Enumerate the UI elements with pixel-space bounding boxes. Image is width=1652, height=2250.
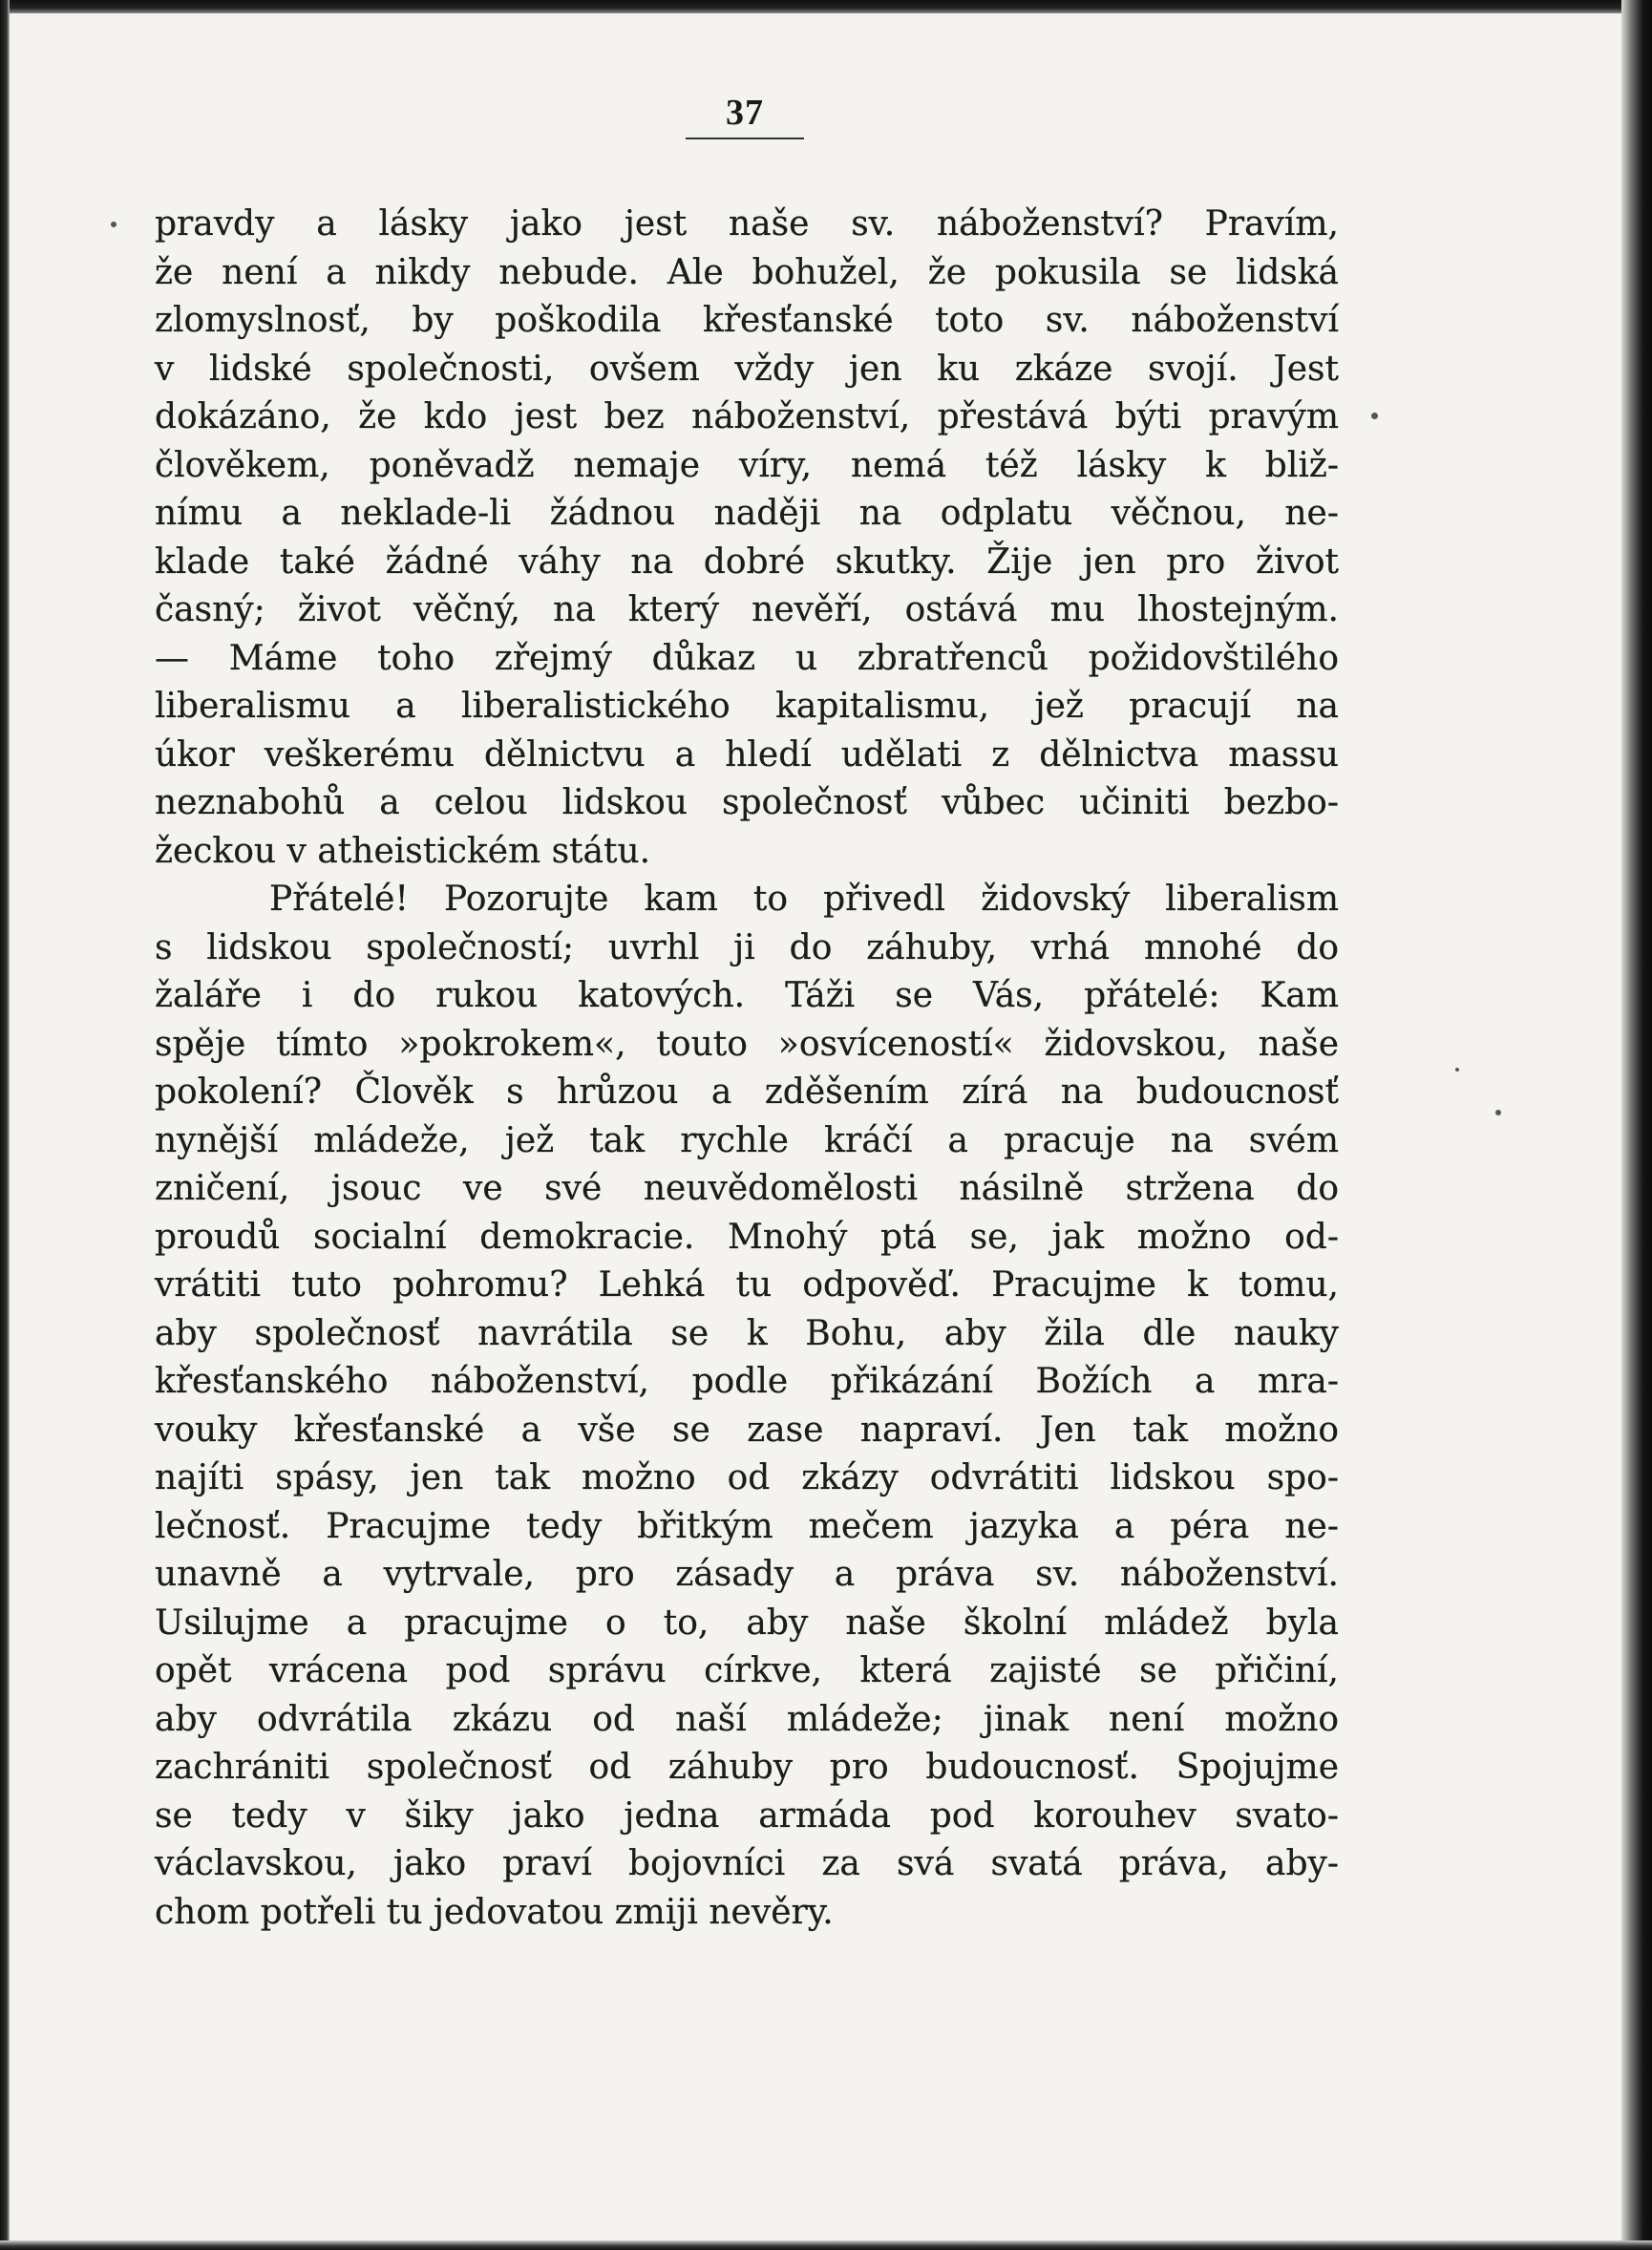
text-line: křesťanského náboženství, podle přikázání Božích a mra- (155, 1362, 1339, 1401)
text-line: neznabohů a celou lidskou společnosť vůbec učiniti bezbo- (155, 783, 1339, 822)
text-line: chom potřeli tu jedovatou zmiji nevěry. (155, 1892, 834, 1932)
paragraph-start-line: Přátelé! Pozorujte kam to přivedl židovský liberalism (269, 880, 1339, 919)
scan-edge-left (0, 0, 10, 2250)
text-line: proudů socialní demokracie. Mnohý ptá se, jak možno od- (155, 1217, 1339, 1257)
scan-edge-bottom (0, 2240, 1652, 2250)
text-line: lečnosť. Pracujme tedy břitkým mečem jazyka a péra ne- (155, 1506, 1339, 1546)
dust-speck (1455, 1068, 1459, 1072)
text-line: žalářе i do rukou katových. Táži se Vás, přátelé: Kam (155, 976, 1339, 1015)
text-line: že není a nikdy nebude. Ale bohužel, že pokusila se lidská (155, 252, 1339, 292)
text-line: aby společnosť navrátila se k Bohu, aby žila dle nauky (155, 1313, 1339, 1353)
scan-edge-top (0, 0, 1652, 13)
dust-speck (1371, 413, 1378, 419)
page-number-rule (686, 138, 804, 139)
text-line: s lidskou společností; uvrhl ji do záhuby, vrhá mnohé do (155, 927, 1339, 967)
text-line: spěje tímto »pokrokem«, touto »osvíceností« židovskou, naše (155, 1024, 1339, 1064)
scan-edge-right (1621, 0, 1652, 2250)
body-text (155, 201, 1339, 1937)
text-line: pravdy a lásky jako jest naše sv. náboženství? Pravím, (155, 204, 1339, 244)
text-line: klade také žádné váhy na dobré skutky. Žije jen pro život (155, 541, 1339, 582)
dust-speck (1495, 1110, 1501, 1115)
text-line: nímu a neklade-li žádnou naději na odplatu věčnou, ne- (155, 494, 1339, 533)
text-line: časný; život věčný, na který nevěří, ostává mu lhostejným. (155, 590, 1339, 629)
text-line: nynější mládeže, jež tak rychle kráčí a pracuje na svém (155, 1120, 1339, 1160)
text-line: liberalismu a liberalistického kapitalismu, jež pracují na (155, 687, 1339, 726)
dust-speck (111, 222, 116, 227)
text-line: zachrániti společnosť od záhuby pro budoucnosť. Spojujme (155, 1748, 1339, 1787)
text-line: — Máme toho zřejmý důkaz u zbratřenců požidovštilého (155, 638, 1339, 678)
text-line: václavskou, jako praví bojovníci za svá svatá práva, aby- (155, 1844, 1339, 1883)
text-line: Usilujme a pracujme o to, aby naše školní mládež byla (155, 1603, 1339, 1643)
page-number: 37 (726, 93, 764, 133)
text-line: v lidské společnosti, ovšem vždy jen ku zkáze svojí. Jest (155, 349, 1339, 389)
text-line: dokázáno, že kdo jest bez náboženství, přestává býti pravým (155, 397, 1339, 436)
text-line: aby odvrátila zkázu od naší mládeže; jinak není možno (155, 1699, 1339, 1739)
text-line: zlomyslnosť, by poškodila křesťanské toto sv. náboženství (155, 301, 1339, 340)
text-line: vouky křesťanské a vše se zase napraví. Jen tak možno (155, 1410, 1339, 1450)
text-line: unavně a vytrvale, pro zásady a práva sv. náboženství. (155, 1555, 1339, 1594)
text-line: opět vrácena pod správu církve, která zajisté se přičiní, (155, 1651, 1339, 1690)
text-line: vrátiti tuto pohromu? Lehká tu odpověď. Pracujme k tomu, (155, 1265, 1339, 1305)
text-line: úkor veškerému dělnictvu a hledí udělati z dělnictva massu (155, 734, 1339, 775)
text-line: člověkem, poněvadž nemaje víry, nemá též lásky k bliž- (155, 445, 1339, 485)
text-line: zničení, jsouc ve své neuvědomělosti násilně stržena do (155, 1169, 1339, 1208)
text-line: žeckou v atheistickém státu. (155, 831, 651, 871)
text-line: se tedy v šiky jako jedna armáda pod korouhev svato- (155, 1795, 1339, 1836)
text-line: pokolení? Člověk s hrůzou a zděšením zírá na budoucnosť (155, 1072, 1339, 1112)
text-line: najíti spásy, jen tak možno od zkázy odvrátiti lidskou spo- (155, 1458, 1339, 1497)
